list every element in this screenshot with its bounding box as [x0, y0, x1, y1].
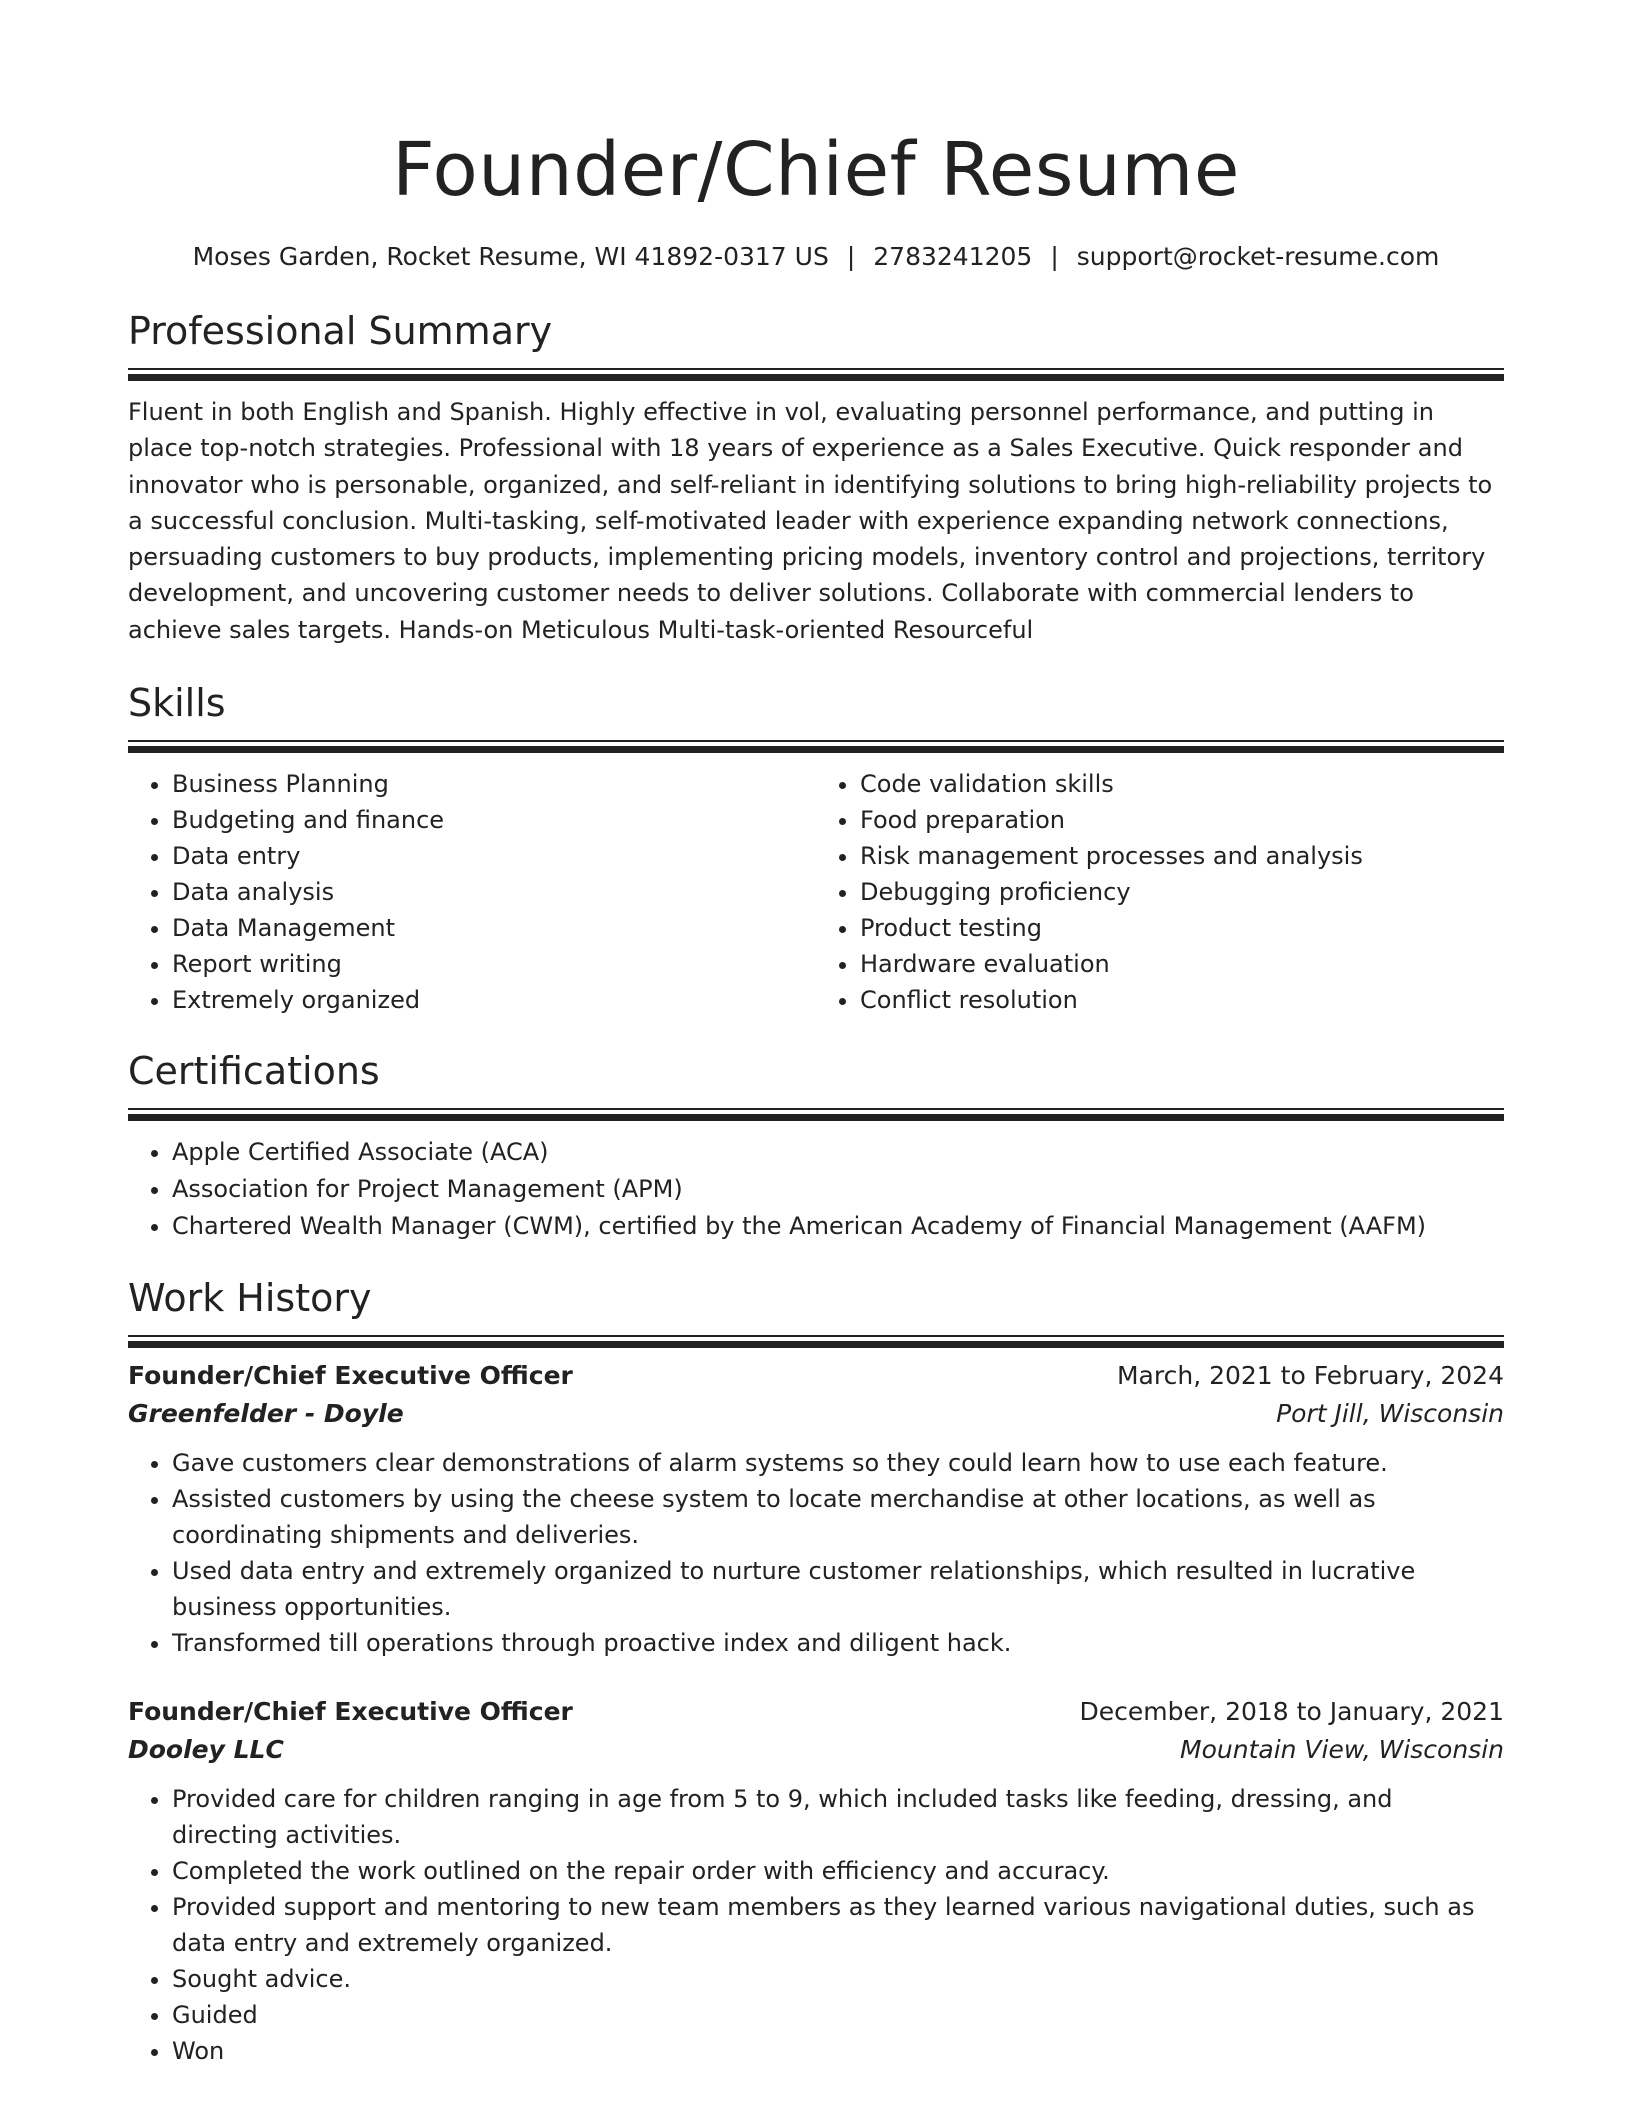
job-location: Port Jill, Wisconsin [1276, 1399, 1504, 1429]
job-title: Founder/Chief Executive Officer [128, 1361, 573, 1391]
section-heading-summary: Professional Summary [128, 309, 553, 353]
job-bullet: • Won [172, 2033, 1504, 2069]
contact-email: support@rocket-resume.com [1076, 242, 1440, 271]
skill-item: • Code validation skills [860, 766, 1504, 802]
job-bullet: • Guided [172, 1997, 1504, 2033]
skills-list-left [128, 766, 816, 1018]
job-subheader [128, 1731, 1504, 1769]
skill-item: • Business Planning [172, 766, 816, 802]
job-bullet: • Sought advice. [172, 1961, 1504, 1997]
job-bullet: • Completed the work outlined on the repair order with efficiency and accuracy. [172, 1853, 1504, 1889]
job-dates: March, 2021 to February, 2024 [1116, 1361, 1504, 1391]
job-header [128, 1357, 1504, 1395]
job-title: Founder/Chief Executive Officer [128, 1697, 573, 1727]
job-location: Mountain View, Wisconsin [1180, 1735, 1504, 1765]
job-bullet: • Provided care for children ranging in age from 5 to 9, which included tasks like feeding, dressing, and directing activities. [172, 1781, 1504, 1853]
job-entry [128, 1357, 1504, 1661]
section-certifications [128, 1048, 1504, 1245]
section-heading-skills: Skills [128, 681, 226, 726]
job-bullet: • Assisted customers by using the cheese system to locate merchandise at other locations, as well as coordinating shipments and deliveries. [172, 1481, 1504, 1553]
certification-item: • Chartered Wealth Manager (CWM), certified by the American Academy of Financial Management (AAFM) [172, 1208, 1504, 1245]
job-bullet: • Gave customers clear demonstrations of alarm systems so they could learn how to use each feature. [172, 1445, 1504, 1481]
skill-item: • Budgeting and finance [172, 802, 816, 838]
contact-separator: | [846, 242, 856, 271]
contact-phone: 2783241205 [873, 242, 1033, 271]
job-bullets [128, 1781, 1504, 2069]
job-bullet: • Used data entry and extremely organized to nurture customer relationships, which resulted in lucrative business opportunities. [172, 1553, 1504, 1625]
section-divider [128, 1108, 1504, 1114]
section-heading-work-history: Work History [128, 1276, 372, 1321]
resume-title: Founder/Chief Resume [392, 127, 1240, 213]
skill-item: • Report writing [172, 946, 816, 982]
skill-item: • Food preparation [860, 802, 1504, 838]
job-dates: December, 2018 to January, 2021 [1079, 1697, 1504, 1727]
skill-item: • Data entry [172, 838, 816, 874]
section-heading-certifications: Certifications [128, 1049, 380, 1094]
skill-item: • Conflict resolution [860, 982, 1504, 1018]
skills-list-right [816, 766, 1504, 1018]
job-bullets [128, 1445, 1504, 1661]
contact-line [128, 240, 1504, 274]
certifications-list [128, 1134, 1504, 1245]
job-company: Greenfelder - Doyle [128, 1399, 404, 1429]
contact-address: Moses Garden, Rocket Resume, WI 41892-0317 US [192, 242, 829, 271]
skill-item: • Risk management processes and analysis [860, 838, 1504, 874]
skill-item: • Data analysis [172, 874, 816, 910]
job-entry [128, 1693, 1504, 2069]
section-work-history [128, 1275, 1504, 2069]
section-divider [128, 368, 1504, 374]
summary-text: Fluent in both English and Spanish. Highly effective in vol, evaluating personnel performance, and putting in place top-notch strategies. Professional with 18 years of experience as a Sales Executive. Quick responder and innovator who is personable, organized, and self-reliant in identifying solutions to bring high-reliability projects to a successful conclusion. Multi-tasking, self-motivated leader with experience expanding network connections, persuading customers to buy products, implementing pricing models, inventory control and projections, territory development, and uncovering customer needs to deliver solutions. Collaborate with commercial lenders to achieve sales targets. Hands-on Meticulous Multi-task-oriented Resourceful [128, 398, 1493, 644]
job-bullet: • Transformed till operations through proactive index and diligent hack. [172, 1625, 1504, 1661]
section-summary [128, 308, 1504, 648]
skill-item: • Data Management [172, 910, 816, 946]
section-divider [128, 1335, 1504, 1341]
contact-separator: | [1050, 242, 1059, 271]
job-subheader [128, 1395, 1504, 1433]
skills-columns [128, 766, 1504, 1018]
job-bullet: • Provided support and mentoring to new team members as they learned various navigational duties, such as data entry and extremely organized. [172, 1889, 1504, 1961]
skill-item: • Debugging proficiency [860, 874, 1504, 910]
skill-item: • Hardware evaluation [860, 946, 1504, 982]
skill-item: • Extremely organized [172, 982, 816, 1018]
section-skills [128, 680, 1504, 1018]
skill-item: • Product testing [860, 910, 1504, 946]
certification-item: • Apple Certified Associate (ACA) [172, 1134, 1504, 1171]
job-header [128, 1693, 1504, 1731]
certification-item: • Association for Project Management (APM) [172, 1171, 1504, 1208]
section-divider [128, 740, 1504, 746]
job-company: Dooley LLC [128, 1735, 284, 1765]
